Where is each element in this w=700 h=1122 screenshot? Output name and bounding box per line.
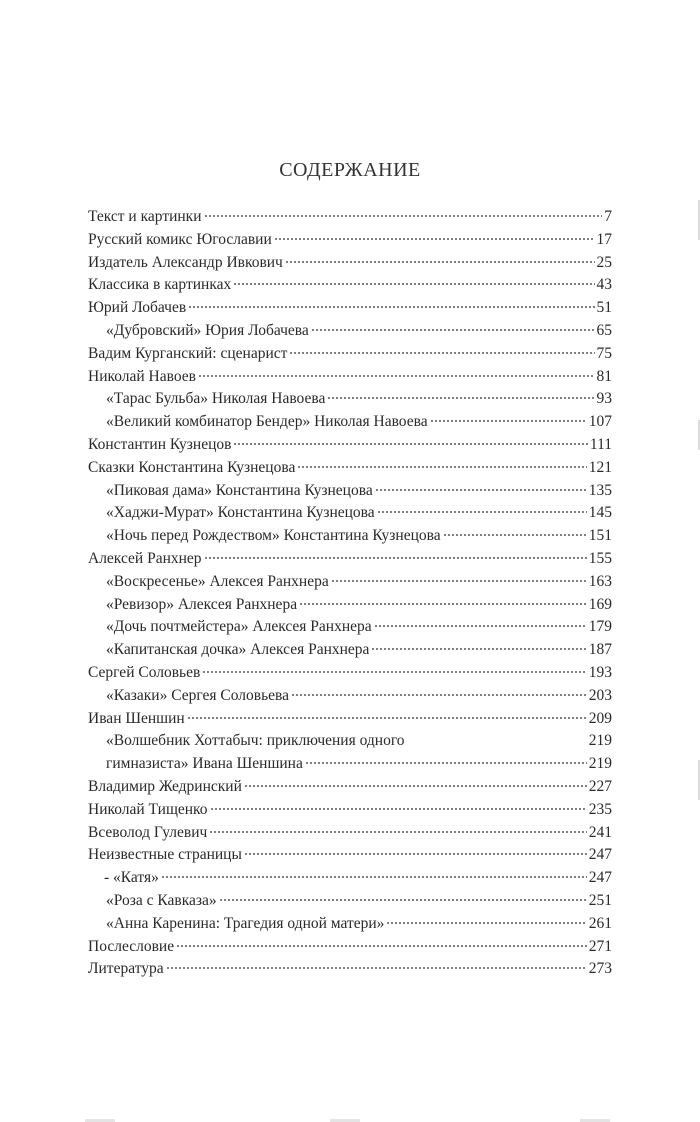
toc-entry <box>88 434 612 457</box>
toc-entry-title: «Дубровский» Юрия Лобачева <box>106 321 309 339</box>
toc-page-number: 155 <box>588 549 612 567</box>
toc-entry-title: Литература <box>88 960 164 978</box>
toc-entry-title: «Дочь почтмейстера» Алексея Ранхнера <box>106 618 372 636</box>
toc-page-number: 81 <box>596 367 612 385</box>
toc-leader-dots <box>430 420 587 422</box>
toc-entry <box>88 708 612 731</box>
toc-leader-dots <box>176 945 587 947</box>
toc-entry-title: «Ночь перед Рождеством» Константина Кузнецова <box>106 527 441 545</box>
toc-entry-title: Юрий Лобачев <box>88 299 187 317</box>
toc-page-number: 43 <box>596 276 612 294</box>
toc-entry-title: Вадим Курганский: сценарист <box>88 344 288 362</box>
toc-entry <box>88 662 612 685</box>
toc-leader-dots <box>305 762 587 764</box>
toc-page-number: 219 <box>588 732 612 750</box>
toc-page-number: 25 <box>596 253 612 271</box>
toc-entry-title: Классика в картинках <box>88 276 232 294</box>
page-title: СОДЕРЖАНИЕ <box>279 159 421 181</box>
toc-entry-title: «Хаджи-Мурат» Константина Кузнецова <box>106 504 375 522</box>
toc-entry <box>88 685 612 708</box>
toc-entry <box>88 480 612 503</box>
toc-leader-dots <box>233 283 594 285</box>
toc-leader-dots <box>374 625 587 627</box>
toc-leader-dots <box>244 785 587 787</box>
toc-leader-dots <box>299 603 587 605</box>
toc-entry-title: Неизвестные страницы <box>88 846 242 864</box>
toc-entry <box>88 343 612 366</box>
toc-entry <box>88 639 612 662</box>
toc-page-number: 65 <box>596 321 612 339</box>
toc-page-number: 163 <box>588 572 612 590</box>
toc-leader-dots <box>219 899 587 901</box>
toc-page-number: 227 <box>588 777 612 795</box>
toc-leader-dots <box>297 466 586 468</box>
toc-entry <box>88 411 612 434</box>
toc-entry-title: «Пиковая дама» Константина Кузнецова <box>106 481 373 499</box>
toc-entry-title: «Казаки» Сергея Соловьева <box>106 686 290 704</box>
toc-leader-dots <box>187 717 587 719</box>
toc-entry-title: Сказки Константина Кузнецова <box>88 458 296 476</box>
toc-page-number: 273 <box>588 960 612 978</box>
toc-leader-dots <box>377 511 587 513</box>
toc-page-number: 193 <box>588 663 612 681</box>
toc-page-number: 7 <box>604 208 612 225</box>
toc-leader-dots <box>375 489 587 491</box>
toc-page-number: 209 <box>588 709 612 727</box>
toc-page-number: 247 <box>588 846 612 864</box>
toc-entry-title: «Тарас Бульба» Николая Навоева <box>106 390 326 408</box>
toc-page-number: 93 <box>596 390 612 408</box>
toc-page-number: 145 <box>588 504 612 522</box>
toc-entry-title: - «Катя» <box>104 869 159 887</box>
toc-entry-title: Русский комикс Югославии <box>88 230 272 248</box>
toc-entry <box>88 867 612 890</box>
toc-entry <box>88 776 612 799</box>
toc-entry-title: «Ревизор» Алексея Ранхнера <box>106 595 298 613</box>
toc-entry <box>88 913 612 936</box>
toc-entry <box>88 890 612 913</box>
toc-entry <box>88 822 612 845</box>
toc-page-number: 271 <box>588 937 612 955</box>
toc-leader-dots <box>371 648 586 650</box>
toc-leader-dots <box>166 967 587 969</box>
toc-leader-dots <box>244 853 587 855</box>
toc-entry-title: «Роза с Кавказа» <box>106 891 217 909</box>
toc-entry <box>88 548 612 571</box>
toc-entry-title: Иван Шеншин <box>88 709 185 727</box>
toc-page-number: 51 <box>596 299 612 317</box>
toc-page-number: 107 <box>588 413 612 431</box>
toc-entry-title: Текст и картинки <box>88 208 202 225</box>
toc-entry <box>88 320 612 343</box>
toc-entry <box>88 958 612 981</box>
toc-entry-title: Константин Кузнецов <box>88 435 232 453</box>
table-of-contents <box>88 206 612 981</box>
toc-page-number: 187 <box>588 641 612 659</box>
toc-entry-title: Николай Тищенко <box>88 800 208 818</box>
toc-entry <box>88 571 612 594</box>
toc-leader-dots <box>291 694 587 696</box>
toc-entry <box>88 799 612 822</box>
toc-entry-title: «Капитанская дочка» Алексея Ранхнера <box>106 641 370 659</box>
toc-leader-dots <box>210 808 587 810</box>
toc-leader-dots <box>233 443 587 445</box>
toc-leader-dots <box>443 534 587 536</box>
toc-entry <box>88 594 612 617</box>
toc-entry <box>88 274 612 297</box>
toc-leader-dots <box>204 215 603 217</box>
toc-leader-dots <box>327 397 594 399</box>
toc-entry <box>88 616 612 639</box>
toc-leader-dots <box>386 922 586 924</box>
toc-leader-dots <box>331 580 587 582</box>
toc-entry <box>88 388 612 411</box>
toc-leader-dots <box>161 876 587 878</box>
toc-page-number: 235 <box>588 800 612 818</box>
toc-entry <box>88 229 612 252</box>
toc-leader-dots <box>204 557 587 559</box>
toc-entry-title: Издатель Александр Ивкович <box>88 253 283 271</box>
toc-entry <box>88 366 612 389</box>
toc-entry <box>88 844 612 867</box>
toc-entry <box>88 502 612 525</box>
toc-entry-title: «Анна Каренина: Трагедия одной матери» <box>106 914 385 932</box>
scan-bottom-edge <box>0 1118 700 1122</box>
toc-page-number: 111 <box>589 435 612 453</box>
toc-entry-title: Сергей Соловьев <box>88 663 201 681</box>
toc-page-number: 241 <box>588 823 612 841</box>
toc-leader-dots <box>274 238 595 240</box>
toc-leader-dots <box>198 375 595 377</box>
toc-entry <box>88 297 612 320</box>
toc-page-number: 121 <box>588 458 612 476</box>
toc-page-number: 135 <box>588 481 612 499</box>
toc-leader-dots <box>311 329 595 331</box>
toc-page-number: 251 <box>588 891 612 909</box>
toc-entry <box>88 206 612 229</box>
toc-page-number: 219 <box>588 755 612 773</box>
toc-entry-title: гимназиста» Ивана Шеншина <box>106 755 303 773</box>
toc-entry-title: «Великий комбинатор Бендер» Николая Навоева <box>106 413 428 431</box>
toc-entry-title: Алексей Ранхнер <box>88 549 202 567</box>
toc-leader-dots <box>407 739 587 741</box>
toc-entry <box>88 525 612 548</box>
toc-page-number: 261 <box>588 914 612 932</box>
toc-entry <box>88 457 612 480</box>
toc-page-number: 169 <box>588 595 612 613</box>
toc-entry <box>88 753 612 776</box>
toc-entry-title: Николай Навоев <box>88 367 196 385</box>
toc-leader-dots <box>188 306 594 308</box>
toc-leader-dots <box>285 261 595 263</box>
toc-page-number: 203 <box>588 686 612 704</box>
toc-entry <box>88 730 612 753</box>
toc-leader-dots <box>289 352 594 354</box>
toc-page-number: 179 <box>588 618 612 636</box>
toc-entry <box>88 252 612 275</box>
toc-entry <box>88 936 612 959</box>
toc-page-number: 247 <box>588 869 612 887</box>
toc-leader-dots <box>209 831 586 833</box>
toc-entry-title: Послесловие <box>88 937 175 955</box>
toc-page-number: 75 <box>596 344 612 362</box>
toc-entry-title: «Волшебник Хоттабыч: приключения одного <box>106 732 405 750</box>
toc-page-number: 151 <box>588 527 612 545</box>
toc-entry-title: «Воскресенье» Алексея Ранхнера <box>106 572 329 590</box>
toc-entry-title: Всеволод Гулевич <box>88 823 208 841</box>
toc-entry-title: Владимир Жедринский <box>88 777 242 795</box>
toc-page-number: 17 <box>596 230 612 248</box>
toc-leader-dots <box>202 671 586 673</box>
